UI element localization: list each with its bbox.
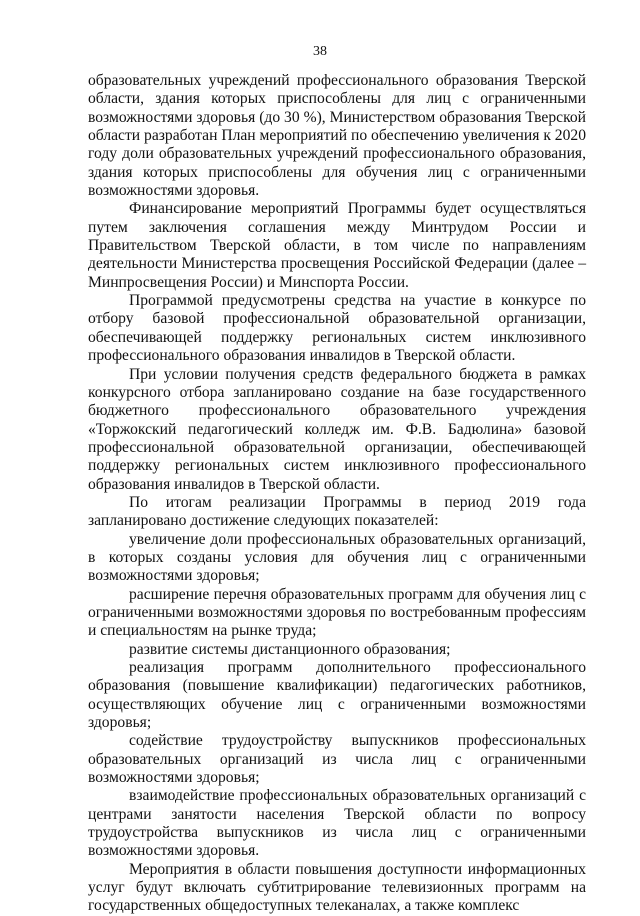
paragraph-continuation: образовательных учреждений профессионального образования Тверской области, здания которых приспособлены для лиц с ограниченными возможностями здоровья (до 30 %), Министерством образования Тверской области разработан План мероприятий по обеспечению увеличения к 2020 году доли образовательных учреждений профессионального образования, здания которых приспособлены для обучения лиц с ограниченными возможностями здоровья. (88, 72, 586, 200)
indicator-item: содействие трудоустройству выпускников профессиональных образовательных организаций из числа лиц с ограниченными возможностями здоровья; (88, 732, 586, 787)
indicator-item: расширение перечня образовательных программ для обучения лиц с ограниченными возможностями здоровья по востребованным профессиям и специальностям на рынке труда; (88, 585, 586, 640)
paragraph-indicators-intro: По итогам реализации Программы в период 2019 года запланировано достижение следующих показателей: (88, 493, 586, 530)
paragraph-contest: Программой предусмотрены средства на участие в конкурсе по отбору базовой профессиональной образовательной организации, обеспечивающей поддержку региональных систем инклюзивного профессионального образования инвалидов в Тверской области. (88, 292, 586, 365)
indicator-item: развитие системы дистанционного образования; (129, 640, 451, 658)
paragraph-financing: Финансирование мероприятий Программы будет осуществляться путем заключения соглашения между Минтрудом России и Правительством Тверской области, в том числе по направлениям деятельности Министерства просвещения Российской Федерации (далее – Минпросвещения России) и Минспорта России. (88, 200, 586, 291)
paragraph-federal-budget: При условии получения средств федерального бюджета в рамках конкурсного отбора запланировано создание на базе государственного бюджетного профессионального образовательного учреждения «Торжокский педагогический колледж им. Ф.В. Бадюлина» базовой профессиональной образовательной организации, обеспечивающей поддержку региональных систем инклюзивного профессионального образования инвалидов в Тверской области. (88, 365, 586, 493)
document-body (88, 72, 586, 916)
paragraph-info-services: Мероприятия в области повышения доступности информационных услуг будут включать субтитрирование телевизионных программ на государственных общедоступных телеканалах, а также комплекс (88, 860, 586, 915)
indicator-item: взаимодействие профессиональных образовательных организаций с центрами занятости населения Тверской области по вопросу трудоустройства выпускников из числа лиц с ограниченными возможностями здоровья. (88, 787, 586, 860)
indicator-item: реализация программ дополнительного профессионального образования (повышение квалификации) педагогических работников, осуществляющих обучение лиц с ограниченными возможностями здоровья; (88, 659, 586, 732)
indicator-item: увеличение доли профессиональных образовательных организаций, в которых созданы условия для обучения лиц с ограниченными возможностями здоровья; (88, 530, 586, 585)
page-number: 38 (313, 44, 327, 59)
